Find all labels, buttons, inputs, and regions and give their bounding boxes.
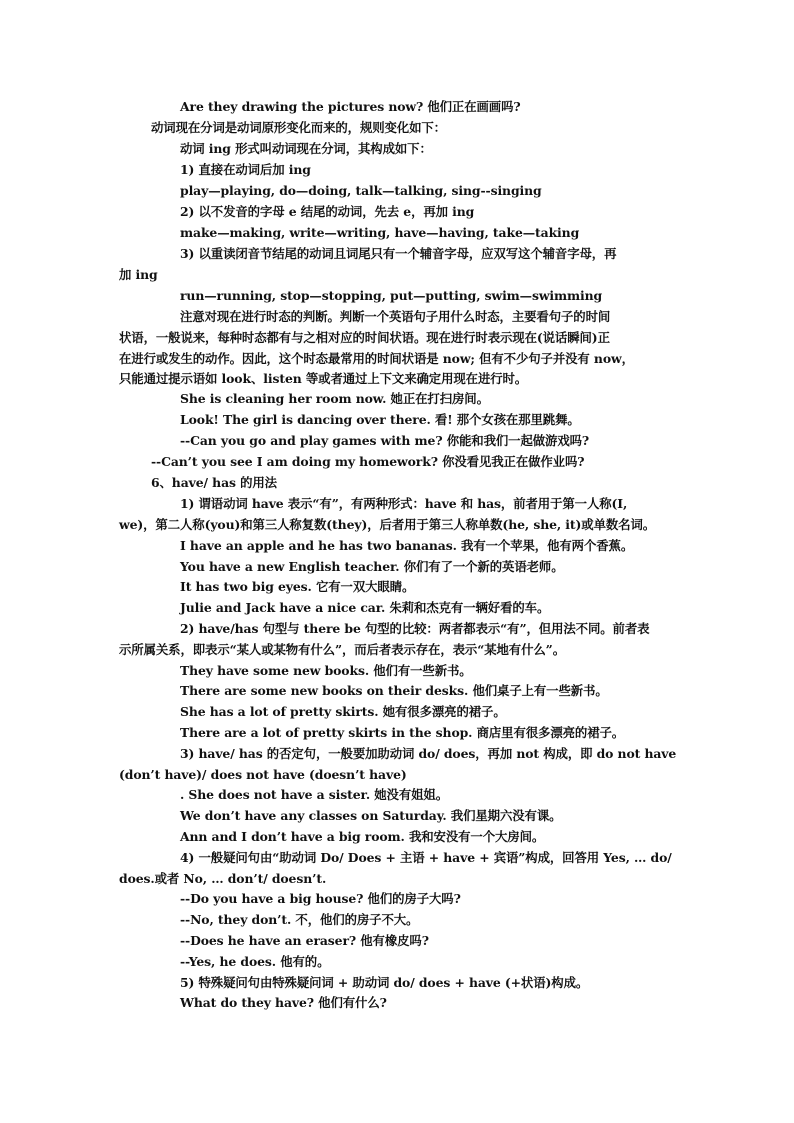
text-line: She is cleaning her room now. 她正在打扫房间。 — [180, 391, 489, 406]
text-line: 1) 直接在动词后加 ing — [180, 162, 311, 177]
text-line: Look! The girl is dancing over there. 看! 那个女孩在那里跳舞。 — [180, 412, 580, 427]
text-line: 在进行或发生的动作。因此，这个时态最常用的时间状语是 now; 但有不少句子并没有 now， — [119, 351, 634, 366]
text-line: 加 ing — [119, 267, 158, 282]
text-line: 动词 ing 形式叫动词现在分词，其构成如下： — [180, 141, 432, 156]
text-line: 4) 一般疑问句由“助动词 Do/ Does + 主语 + have + 宾语”构成，回答用 Yes, … do/ — [180, 850, 672, 865]
text-line: 注意对现在进行时态的判断。判断一个英语句子用什么时态，主要看句子的时间 — [180, 309, 611, 324]
text-line: What do they have? 他们有什么? — [180, 995, 387, 1010]
text-line: 2) 以不发音的字母 e 结尾的动词，先去 e，再加 ing — [180, 204, 475, 219]
text-line: Julie and Jack have a nice car. 朱莉和杰克有一辆好看的车。 — [180, 600, 550, 615]
text-line: It has two big eyes. 它有一双大眼睛。 — [180, 579, 415, 594]
text-line: --Does he have an eraser? 他有橡皮吗? — [180, 933, 429, 948]
text-line: We don’t have any classes on Saturday. 我们星期六没有课。 — [180, 808, 562, 823]
text-line: 6、have/ has 的用法 — [151, 475, 277, 490]
text-line: 只能通过提示语如 look、listen 等或者通过上下文来确定用现在进行时。 — [119, 371, 528, 386]
text-line: --Yes, he does. 他有的。 — [180, 954, 330, 969]
text-line: does.或者 No, … don’t/ doesn’t. — [119, 871, 327, 886]
text-line: --Can you go and play games with me? 你能和我们一起做游戏吗? — [180, 433, 590, 448]
text-line: 动词现在分词是动词原形变化而来的，规则变化如下： — [151, 120, 446, 135]
text-line: make—making, write—writing, have—having, take—taking — [180, 225, 580, 240]
text-line: She has a lot of pretty skirts. 她有很多漂亮的裙子。 — [180, 704, 506, 719]
text-line: There are a lot of pretty skirts in the shop. 商店里有很多漂亮的裙子。 — [180, 725, 625, 740]
text-line: --Can’t you see I am doing my homework? 你没看见我正在做作业吗? — [151, 454, 585, 469]
text-line: 1) 谓语动词 have 表示“有”，有两种形式：have 和 has，前者用于第一人称(I, — [180, 496, 628, 511]
text-line: I have an apple and he has two bananas. 我有一个苹果，他有两个香蕉。 — [180, 538, 634, 553]
text-line: Are they drawing the pictures now? 他们正在画画吗? — [180, 99, 521, 114]
text-line: . She does not have a sister. 她没有姐姐。 — [180, 787, 448, 802]
text-line: run—running, stop—stopping, put—putting, swim—swimming — [180, 288, 603, 303]
text-line: play—playing, do—doing, talk—talking, sing--singing — [180, 183, 542, 198]
text-line: Ann and I don’t have a big room. 我和安没有一个大房间。 — [180, 829, 545, 844]
text-line: There are some new books on their desks. 他们桌子上有一些新书。 — [180, 683, 608, 698]
text-line: 状语，一般说来，每种时态都有与之相对应的时间状语。现在进行时表示现在(说话瞬间)正 — [119, 330, 610, 345]
text-line: we)，第二人称(you)和第三人称复数(they)，后者用于第三人称单数(he, she, it)或单数名词。 — [119, 517, 656, 532]
text-line: 5) 特殊疑问句由特殊疑问词 + 助动词 do/ does + have (+状语)构成。 — [180, 975, 589, 990]
text-line: 3) 以重读闭音节结尾的动词且词尾只有一个辅音字母，应双写这个辅音字母，再 — [180, 246, 617, 261]
text-line: 示所属关系，即表示“某人或某物有什么”，而后者表示存在，表示“某地有什么”。 — [119, 642, 565, 657]
text-line: They have some new books. 他们有一些新书。 — [180, 663, 472, 678]
text-line: You have a new English teacher. 你们有了一个新的英语老师。 — [180, 559, 564, 574]
text-line: --No, they don’t. 不，他们的房子不大。 — [180, 912, 419, 927]
text-line: 2) have/has 句型与 there be 句型的比较：两者都表示“有”，但用法不同。前者表 — [180, 621, 650, 636]
text-line: 3) have/ has 的否定句，一般要加助动词 do/ does，再加 not 构成，即 do not have — [180, 746, 677, 761]
text-line: (don’t have)/ does not have (doesn’t have) — [119, 767, 407, 782]
text-line: --Do you have a big house? 他们的房子大吗? — [180, 891, 461, 906]
